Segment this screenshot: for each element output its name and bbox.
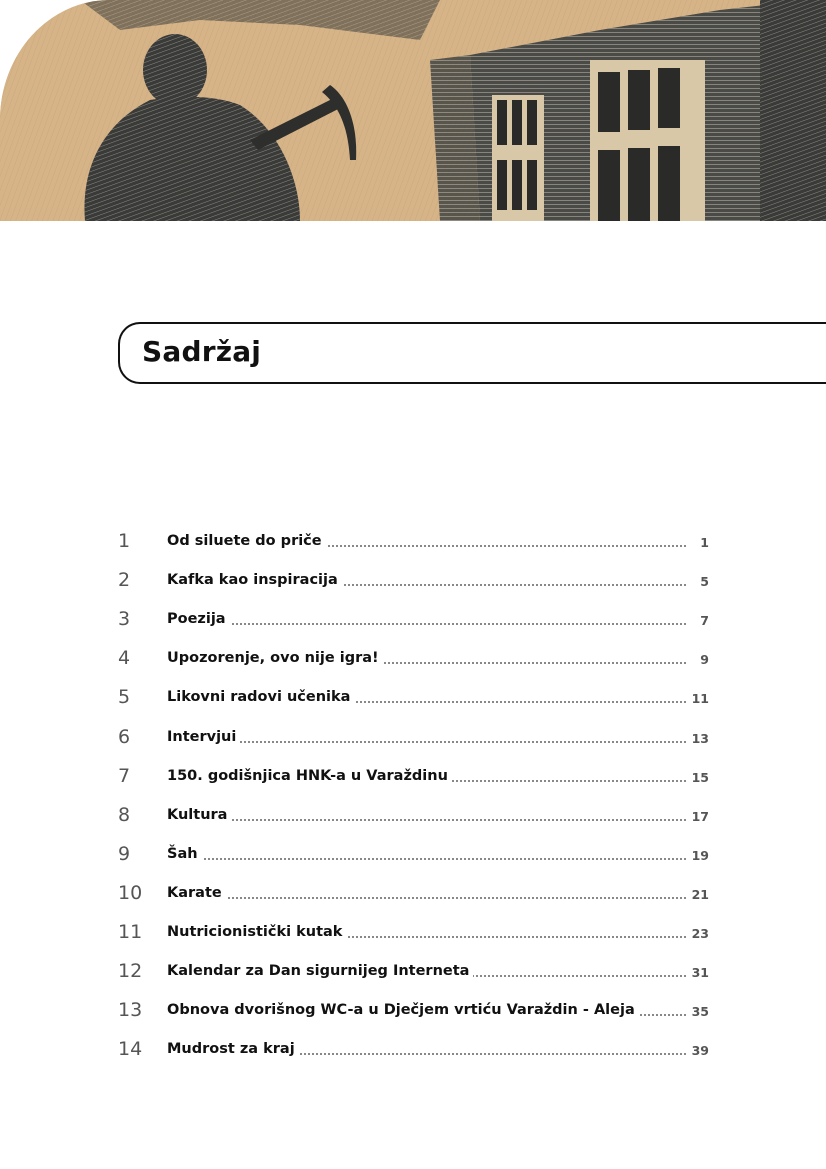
dot-leader bbox=[167, 858, 686, 860]
toc-entry-page: 35 bbox=[691, 1004, 709, 1020]
toc-entry-title[interactable]: Intervjui bbox=[167, 729, 240, 745]
toc-entry-number: 7 bbox=[118, 764, 131, 787]
toc-entry-title[interactable]: Šah bbox=[167, 846, 202, 862]
toc-entry[interactable] bbox=[0, 765, 826, 789]
toc-entry-page: 1 bbox=[700, 535, 709, 550]
toc-entry[interactable] bbox=[0, 843, 826, 867]
toc-entry-title[interactable]: Upozorenje, ovo nije igra! bbox=[167, 650, 383, 666]
toc-entry-number: 10 bbox=[118, 881, 143, 904]
toc-entry-page: 19 bbox=[691, 847, 709, 863]
toc-entry[interactable] bbox=[0, 999, 826, 1023]
toc-entry-page: 31 bbox=[691, 965, 709, 981]
page-title: Sadržaj bbox=[142, 335, 262, 368]
dot-leader bbox=[167, 623, 686, 625]
dot-leader bbox=[167, 819, 686, 821]
toc-entry-number: 14 bbox=[118, 1038, 143, 1061]
header-illustration bbox=[0, 0, 826, 221]
dot-leader bbox=[167, 741, 686, 743]
toc-entry-number: 3 bbox=[118, 608, 131, 631]
toc-entry-title[interactable]: Kultura bbox=[167, 807, 231, 823]
toc-entry-number: 8 bbox=[118, 803, 131, 826]
toc-entry[interactable] bbox=[0, 530, 826, 554]
toc-entry-page: 17 bbox=[691, 808, 709, 824]
toc-entry[interactable] bbox=[0, 960, 826, 984]
toc-entry[interactable] bbox=[0, 686, 826, 710]
toc-entry[interactable] bbox=[0, 608, 826, 632]
toc-entry-page: 23 bbox=[691, 926, 709, 941]
toc-entry-page: 13 bbox=[691, 730, 709, 746]
toc-entry-title[interactable]: Obnova dvorišnog WC-a u Dječjem vrtiću Varaždin - Aleja bbox=[167, 1002, 639, 1018]
toc-entry-page: 21 bbox=[691, 886, 709, 902]
toc-entry-title[interactable]: Poezija bbox=[167, 611, 230, 627]
toc-entry-title[interactable]: 150. godišnjica HNK-a u Varaždinu bbox=[167, 768, 452, 784]
dot-leader bbox=[167, 897, 686, 899]
toc-entry-title[interactable]: Kafka kao inspiracija bbox=[167, 572, 342, 588]
toc-entry-title[interactable]: Karate bbox=[167, 885, 226, 901]
toc-entry-number: 1 bbox=[118, 530, 131, 552]
toc-entry-title[interactable]: Nutricionistički kutak bbox=[167, 924, 346, 940]
toc-entry-number: 4 bbox=[118, 647, 131, 670]
toc-entry-number: 9 bbox=[118, 842, 131, 865]
toc-entry-number: 2 bbox=[118, 569, 131, 592]
section-title-box bbox=[118, 322, 826, 384]
toc-entry[interactable] bbox=[0, 1038, 826, 1062]
toc-entry[interactable] bbox=[0, 921, 826, 945]
toc-entry[interactable] bbox=[0, 726, 826, 750]
toc-entry-number: 6 bbox=[118, 725, 131, 748]
toc-entry[interactable] bbox=[0, 804, 826, 828]
toc-entry-page: 5 bbox=[700, 574, 709, 590]
toc-entry-page: 11 bbox=[691, 691, 709, 707]
toc-entry-title[interactable]: Kalendar za Dan sigurnijeg Interneta bbox=[167, 963, 473, 979]
toc-entry-page: 7 bbox=[700, 613, 709, 629]
toc-entry-number: 13 bbox=[118, 999, 143, 1022]
toc-entry-number: 11 bbox=[118, 921, 143, 943]
toc-entry[interactable] bbox=[0, 882, 826, 906]
toc-entry-page: 9 bbox=[700, 652, 709, 668]
toc-entry-number: 12 bbox=[118, 960, 143, 983]
toc-entry-page: 15 bbox=[691, 769, 709, 785]
toc-entry-page: 39 bbox=[691, 1043, 709, 1059]
toc-entry-title[interactable]: Od siluete do priče bbox=[167, 533, 326, 549]
toc-entry-title[interactable]: Mudrost za kraj bbox=[167, 1041, 299, 1057]
toc-entry-title[interactable]: Likovni radovi učenika bbox=[167, 689, 354, 705]
toc-entry[interactable] bbox=[0, 647, 826, 671]
toc-entry-number: 5 bbox=[118, 686, 131, 709]
toc-entry[interactable] bbox=[0, 569, 826, 593]
